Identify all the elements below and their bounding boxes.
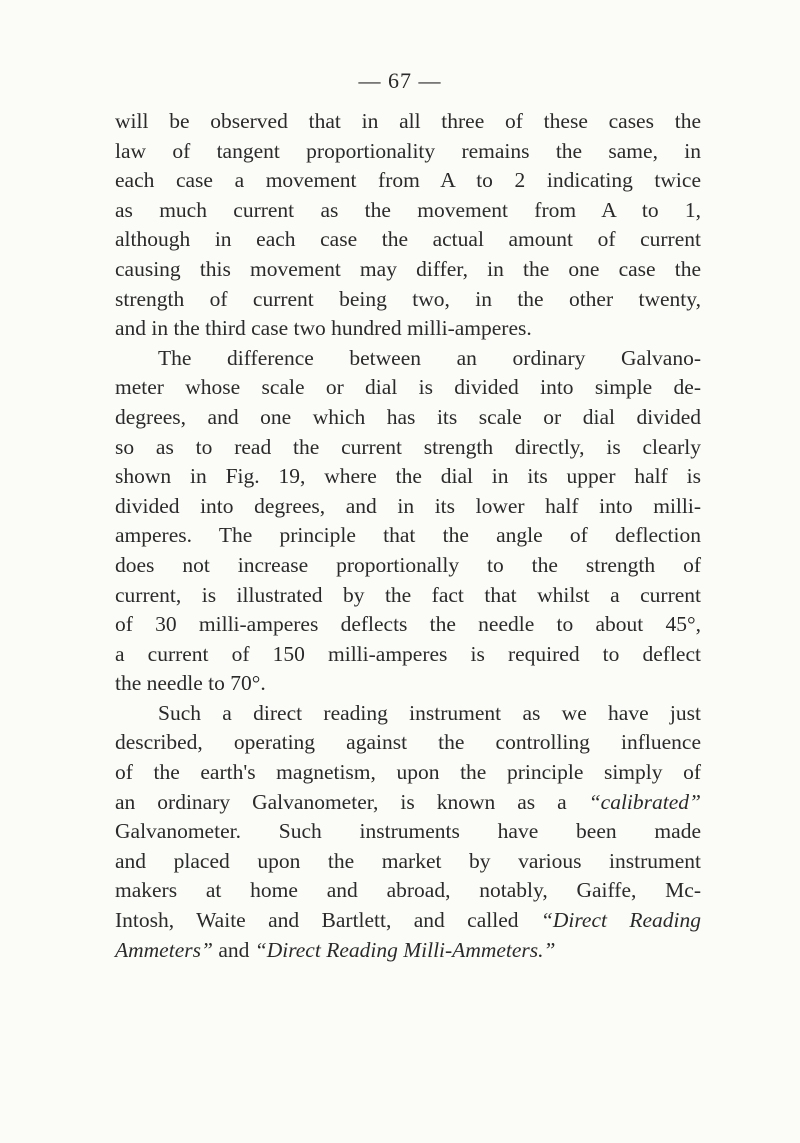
- paragraph-start-line: Such a direct reading instrument as we have just: [158, 700, 701, 725]
- text-line: amperes. The principle that the angle of deflection: [115, 523, 701, 548]
- text-line: strength of current being two, in the other twenty,: [115, 286, 701, 311]
- italic-term: Ammeters”: [115, 937, 213, 962]
- text-line: meter whose scale or dial is divided into simple de-: [115, 375, 701, 400]
- text-line: causing this movement may differ, in the one case the: [115, 256, 701, 281]
- paragraph-start-line: The difference between an ordinary Galvano-: [158, 345, 701, 370]
- text-line: divided into degrees, and in its lower half into milli-: [115, 493, 701, 518]
- text-line: current, is illustrated by the fact that whilst a current: [115, 582, 701, 607]
- text-line: Ammeters” and “Direct Reading Milli-Ammeters.”: [115, 937, 556, 962]
- text-line: will be observed that in all three of these cases the: [115, 109, 701, 133]
- text-line: Galvanometer. Such instruments have been made: [115, 819, 701, 844]
- text-line: shown in Fig. 19, where the dial in its upper half is: [115, 464, 701, 489]
- text-line: and in the third case two hundred milli-amperes.: [115, 316, 532, 341]
- text-line: as much current as the movement from A to 1,: [115, 197, 701, 222]
- text-line: does not increase proportionally to the strength of: [115, 552, 701, 577]
- italic-term: “calibrated”: [588, 789, 701, 814]
- text-line: degrees, and one which has its scale or dial divided: [115, 404, 701, 429]
- text-line: an ordinary Galvanometer, is known as a “calibrated”: [115, 789, 701, 814]
- text-line: makers at home and abroad, notably, Gaiffe, Mc-: [115, 878, 701, 903]
- text-line: although in each case the actual amount of current: [115, 227, 701, 252]
- italic-term: “Direct Reading Milli-Ammeters.”: [254, 937, 556, 962]
- text-line: law of tangent proportionality remains the same, in: [115, 138, 701, 163]
- page-number: — 67 —: [358, 68, 442, 93]
- text-line: each case a movement from A to 2 indicating twice: [115, 168, 701, 193]
- italic-term: “Direct Reading: [540, 908, 702, 933]
- text-line: of the earth's magnetism, upon the principle simply of: [115, 760, 701, 785]
- text-line: so as to read the current strength directly, is clearly: [115, 434, 701, 459]
- body-text: [115, 107, 701, 965]
- text-line: Intosh, Waite and Bartlett, and called “Direct Reading: [115, 908, 702, 933]
- text-line: the needle to 70°.: [115, 671, 266, 696]
- text-line: of 30 milli-amperes deflects the needle to about 45°,: [115, 612, 701, 637]
- text-line: described, operating against the controlling influence: [115, 730, 701, 755]
- text-line: and placed upon the market by various instrument: [115, 848, 701, 873]
- text-line: a current of 150 milli-amperes is required to deflect: [115, 641, 701, 666]
